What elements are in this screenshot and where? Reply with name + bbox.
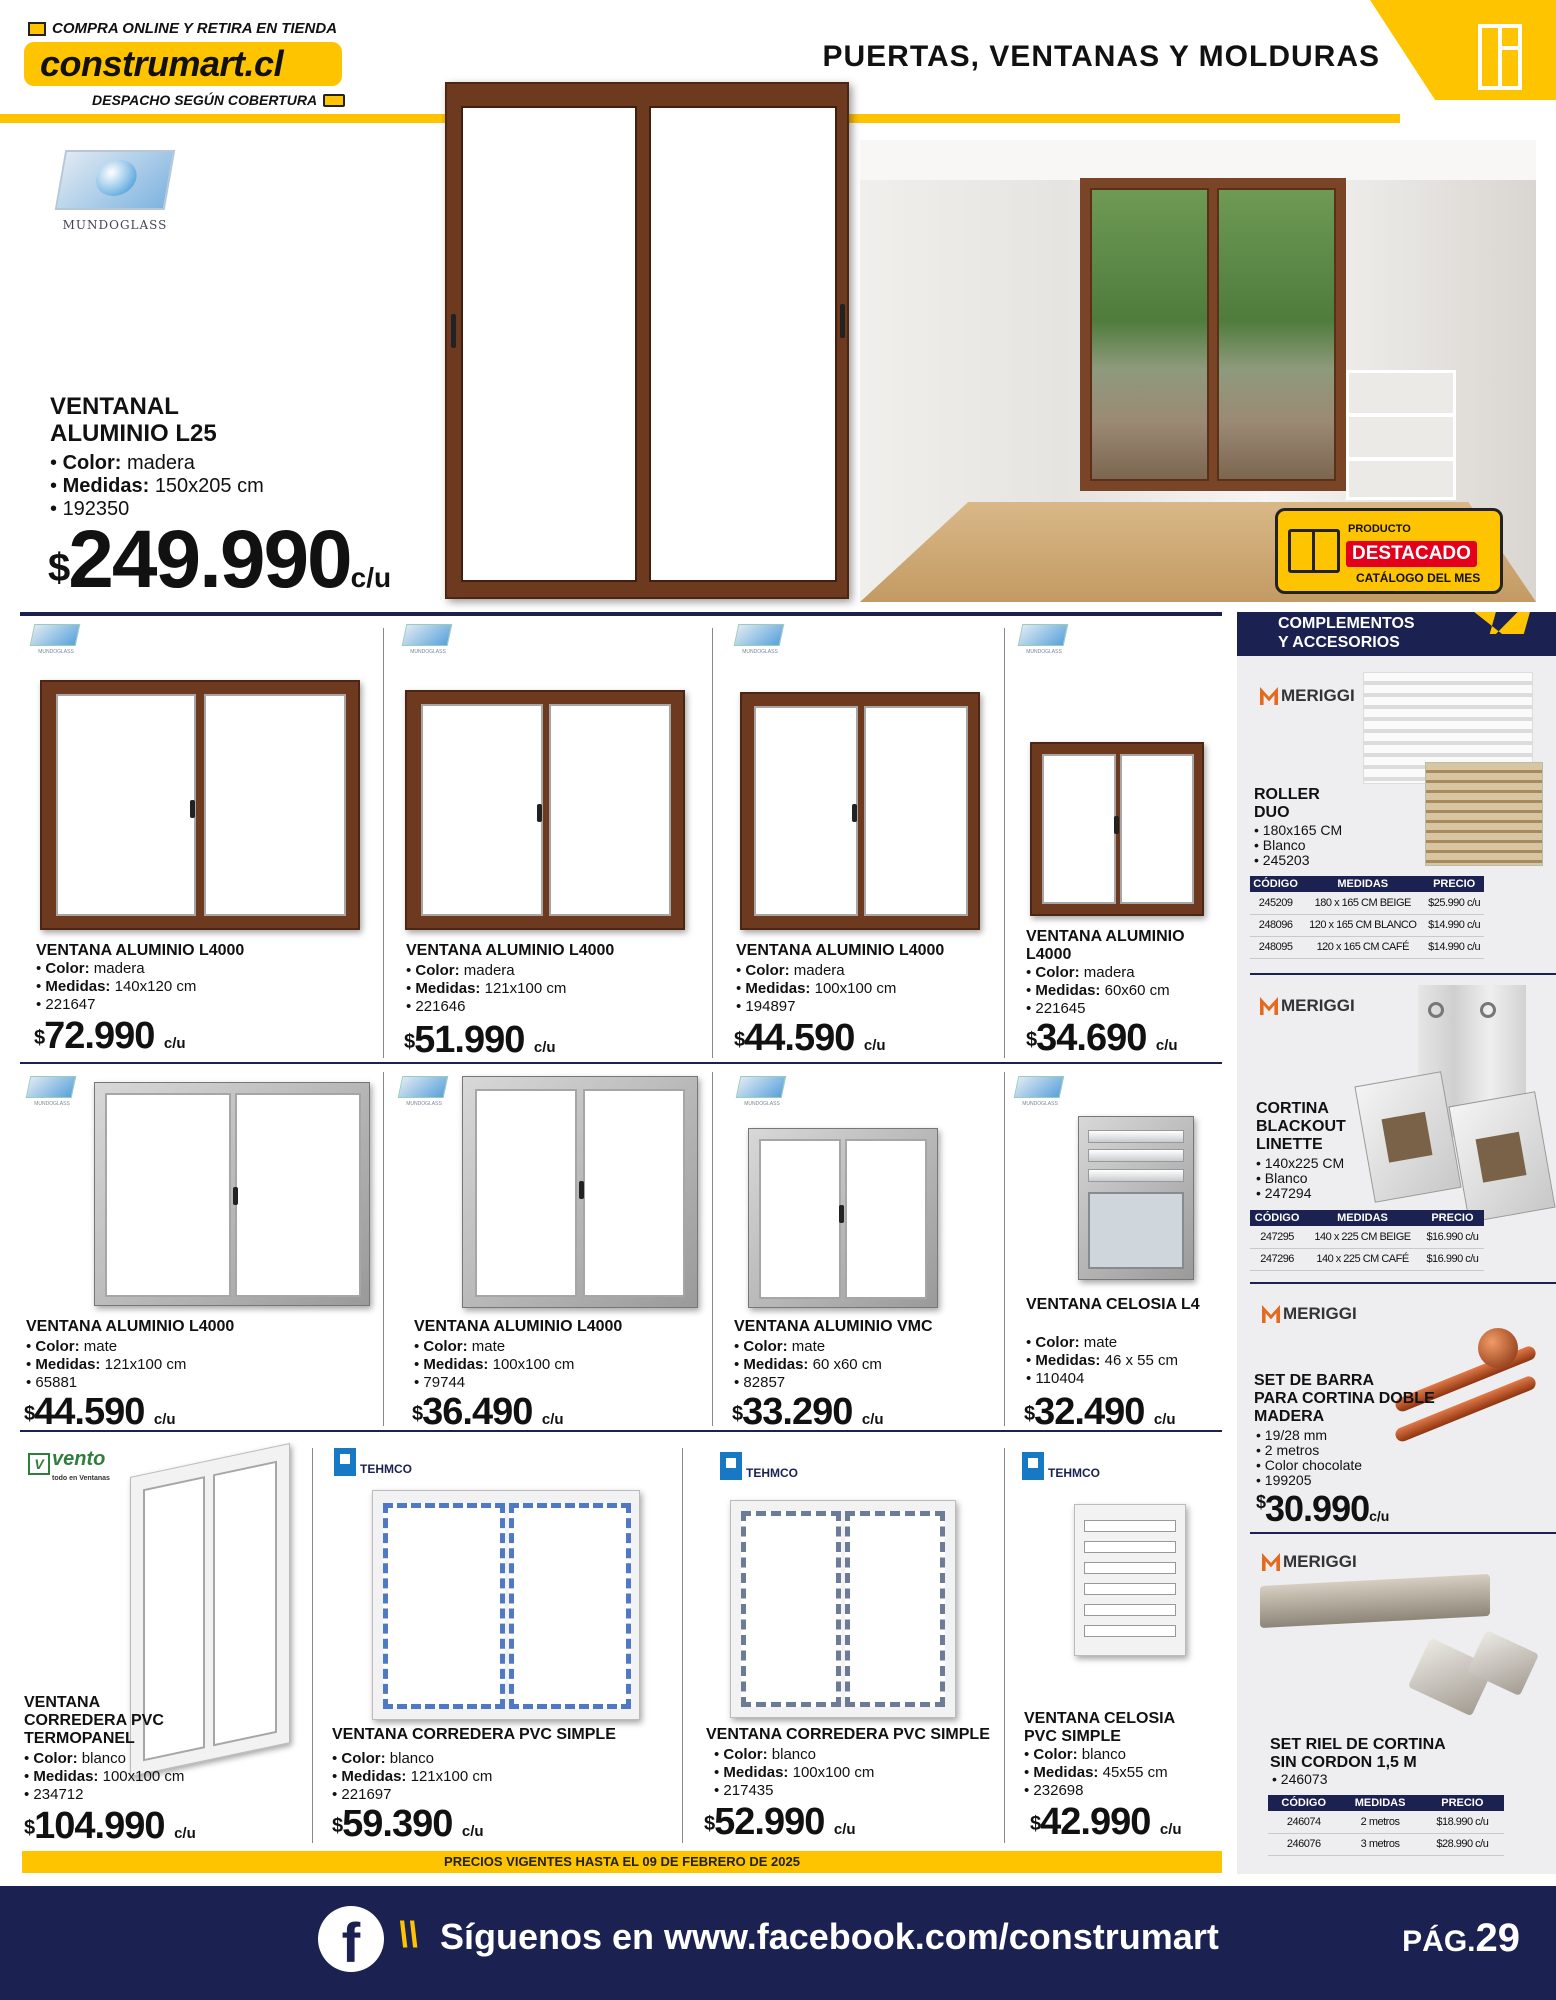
price-validity-bar: PRECIOS VIGENTES HASTA EL 09 DE FEBRERO DE 2025 [22, 1851, 1222, 1873]
mundoglass-mini-logo: MUNDOGLASS [1012, 1076, 1068, 1110]
product-specs: • Color: blanco • Medidas: 45x55 cm • 232698 [1024, 1746, 1168, 1799]
table-row: 246074 2 metros $18.990 c/u [1268, 1811, 1504, 1833]
product-price: $36.490 c/u [412, 1391, 564, 1433]
product-price: $42.990 c/u [1030, 1801, 1182, 1843]
riel-name: SET RIEL DE CORTINA SIN CORDON 1,5 M [1270, 1736, 1446, 1771]
mundoglass-mini-logo: MUNDOGLASS [24, 1076, 80, 1110]
meriggi-m-icon [1260, 687, 1278, 705]
rod-finial-image [1478, 1328, 1518, 1368]
delivery-note: DESPACHO SEGÚN COBERTURA [92, 92, 345, 108]
product-specs: • Color: mate • Medidas: 121x100 cm • 65881 [26, 1338, 187, 1391]
section-title: PUERTAS, VENTANAS Y MOLDURAS [822, 40, 1380, 73]
product-image-window [1030, 742, 1204, 916]
vento-v-icon: V [28, 1453, 50, 1475]
sidebar-title: COMPLEMENTOS Y ACCESORIOS [1278, 615, 1415, 651]
roller-specs: • 180x165 CM • Blanco • 245203 [1254, 822, 1343, 868]
product-specs: • Color: mate • Medidas: 100x100 cm • 79744 [414, 1338, 575, 1391]
product-name: VENTANA ALUMINIO L4000 [36, 942, 245, 959]
hero-specs: • Color: madera • Medidas: 150x205 cm • 192350 [50, 452, 264, 520]
meriggi-logo: MERIGGI [1262, 1552, 1357, 1572]
tehmco-mark-icon [1022, 1452, 1044, 1480]
product-price: $52.990 c/u [704, 1801, 856, 1843]
table-row: 246076 3 metros $28.990 c/u [1268, 1833, 1504, 1855]
window-handle [451, 314, 456, 348]
table-row: 247295 140 x 225 CM BEIGE $16.990 c/u [1250, 1226, 1484, 1248]
product-image-window [40, 680, 360, 930]
table-row: 248096 120 x 165 CM BLANCO $14.990 c/u [1250, 914, 1484, 936]
tehmco-logo: TEHMCO [1022, 1452, 1100, 1480]
product-name: VENTANA ALUMINIO L4000 [406, 942, 615, 959]
table-row: 245209 180 x 165 CM BEIGE $25.990 c/u [1250, 892, 1484, 914]
meriggi-m-icon [1260, 997, 1278, 1015]
mundoglass-mini-logo: MUNDOGLASS [1016, 624, 1072, 658]
barra-price: $30.990c/u [1256, 1488, 1390, 1529]
window-handle [840, 304, 845, 338]
meriggi-logo: MERIGGI [1260, 686, 1355, 706]
footer-slashes: \\ [398, 1914, 419, 1955]
meriggi-logo: MERIGGI [1262, 1304, 1357, 1324]
roller-blind-room-image [1425, 762, 1543, 866]
mundoglass-mini-logo: MUNDOGLASS [396, 1076, 452, 1110]
table-row: 248095 120 x 165 CM CAFÉ $14.990 c/u [1250, 936, 1484, 958]
product-price: $44.590 c/u [24, 1391, 176, 1433]
product-price: $34.690 c/u [1026, 1017, 1178, 1059]
product-image-louver-window [1074, 1504, 1186, 1656]
product-specs: • Color: madera • Medidas: 100x100 cm • 194897 [736, 962, 897, 1015]
product-specs: • Color: mate • Medidas: 46 x 55 cm • 110404 [1026, 1334, 1178, 1387]
product-image-window [405, 690, 685, 930]
product-price: $32.490 c/u [1024, 1391, 1176, 1433]
product-image-window [748, 1128, 938, 1308]
product-price: $104.990 c/u [24, 1805, 196, 1847]
product-name: VENTANA CORREDERA PVC TERMOPANEL [24, 1694, 164, 1747]
grid-top-border [20, 612, 1222, 616]
product-price: $33.290 c/u [732, 1391, 884, 1433]
riel-specs: • 246073 [1272, 1771, 1328, 1787]
barra-name: SET DE BARRA PARA CORTINA DOBLE MADERA [1254, 1372, 1435, 1425]
product-name: VENTANA CELOSIA L4 [1026, 1296, 1200, 1313]
sliding-door [1080, 178, 1346, 491]
tehmco-mark-icon [720, 1452, 742, 1480]
mundoglass-logo: MUNDOGLASS [50, 150, 180, 232]
product-price: $44.590 c/u [734, 1017, 886, 1059]
product-specs: • Color: madera • Medidas: 140x120 cm • 221647 [36, 960, 197, 1013]
barra-specs: • 19/28 mm • 2 metros • Color chocolate • 199205 [1256, 1427, 1363, 1488]
store-icon [28, 22, 46, 36]
section-corner [1370, 0, 1556, 100]
tehmco-mark-icon [334, 1448, 356, 1476]
product-name: VENTANA ALUMINIO L4000 [414, 1318, 623, 1335]
door-window-icon [1478, 24, 1522, 90]
construmart-logo[interactable]: construmart.cl [24, 42, 342, 86]
product-specs: • Color: madera • Medidas: 60x60 cm • 221645 [1026, 964, 1170, 1017]
catalog-book-icon [1288, 529, 1340, 573]
meriggi-m-icon [1262, 1305, 1280, 1323]
product-image-louver-window [1078, 1116, 1194, 1280]
cortina-name: CORTINA BLACKOUT LINETTE [1256, 1100, 1346, 1153]
tehmco-logo: TEHMCO [720, 1452, 798, 1480]
roller-price-table: CÓDIGO MEDIDAS PRECIO 245209 180 x 165 CM BEIGE $25.990 c/u 248096 120 x 165 CM BLANCO $14.990 c/u 248095 120 x 165 CM CAFÉ $14.990 c/u [1250, 876, 1484, 959]
table-row: 247296 140 x 225 CM CAFÉ $16.990 c/u [1250, 1248, 1484, 1270]
product-specs: • Color: madera • Medidas: 121x100 cm • 221646 [406, 962, 567, 1015]
product-image-window [740, 692, 980, 930]
facebook-icon[interactable]: f [318, 1906, 384, 1972]
product-specs: • Color: blanco • Medidas: 121x100 cm • 221697 [332, 1750, 493, 1803]
window-pane-right [649, 106, 837, 582]
room-shelf [1346, 370, 1456, 500]
mundoglass-mini-logo: MUNDOGLASS [28, 624, 84, 658]
product-price: $51.990 c/u [404, 1019, 556, 1061]
meriggi-logo: MERIGGI [1260, 996, 1355, 1016]
mundoglass-mini-logo: MUNDOGLASS [732, 624, 788, 658]
product-name: VENTANA ALUMINIO L4000 [736, 942, 945, 959]
mundoglass-mini-logo: MUNDOGLASS [734, 1076, 790, 1110]
mundoglass-emblem-icon [55, 150, 176, 210]
roller-name: ROLLER DUO [1254, 786, 1320, 821]
product-name: VENTANA CELOSIA PVC SIMPLE [1024, 1710, 1175, 1745]
riel-price-table: CÓDIGO MEDIDAS PRECIO 246074 2 metros $18.990 c/u 246076 3 metros $28.990 c/u [1268, 1795, 1504, 1856]
product-specs: • Color: blanco • Medidas: 100x100 cm • 217435 [714, 1746, 875, 1799]
product-name: VENTANA ALUMINIO VMC [734, 1318, 933, 1335]
product-image-window [462, 1076, 698, 1308]
hero-price: $249.990c/u [48, 514, 392, 605]
product-name: VENTANA CORREDERA PVC SIMPLE [706, 1726, 990, 1743]
page-number: PÁG.29 [1402, 1916, 1520, 1960]
product-name: VENTANA ALUMINIO L4000 [26, 1318, 235, 1335]
tehmco-logo: TEHMCO [334, 1448, 412, 1476]
hero-product-name: VENTANAL ALUMINIO L25 [50, 393, 217, 447]
featured-product-badge: PRODUCTO DESTACADO CATÁLOGO DEL MES [1275, 508, 1503, 594]
hero-window-image [445, 82, 849, 599]
facebook-link[interactable]: Síguenos en www.facebook.com/construmart [440, 1916, 1219, 1957]
mundoglass-mini-logo: MUNDOGLASS [400, 624, 456, 658]
product-image-window [94, 1082, 370, 1306]
product-image-window [730, 1500, 956, 1718]
product-price: $59.390 c/u [332, 1803, 484, 1845]
cortina-specs: • 140x225 CM • Blanco • 247294 [1256, 1155, 1345, 1201]
vento-logo: V vento todo en Ventanas [28, 1448, 110, 1482]
product-specs: • Color: blanco • Medidas: 100x100 cm • 234712 [24, 1750, 185, 1803]
product-specs: • Color: mate • Medidas: 60 x60 cm • 82857 [734, 1338, 882, 1391]
product-name: VENTANA ALUMINIO L4000 [1026, 928, 1185, 963]
product-name: VENTANA CORREDERA PVC SIMPLE [332, 1726, 616, 1743]
truck-icon [323, 94, 345, 107]
window-pane-left [461, 106, 637, 582]
meriggi-m-icon [1262, 1553, 1280, 1571]
store-pickup-note: COMPRA ONLINE Y RETIRA EN TIENDA [28, 20, 337, 37]
cortina-price-table: CÓDIGO MEDIDAS PRECIO 247295 140 x 225 CM BEIGE $16.990 c/u 247296 140 x 225 CM CAFÉ $16.990 c/u [1250, 1210, 1484, 1271]
product-image-window [372, 1490, 640, 1720]
product-price: $72.990 c/u [34, 1015, 186, 1057]
